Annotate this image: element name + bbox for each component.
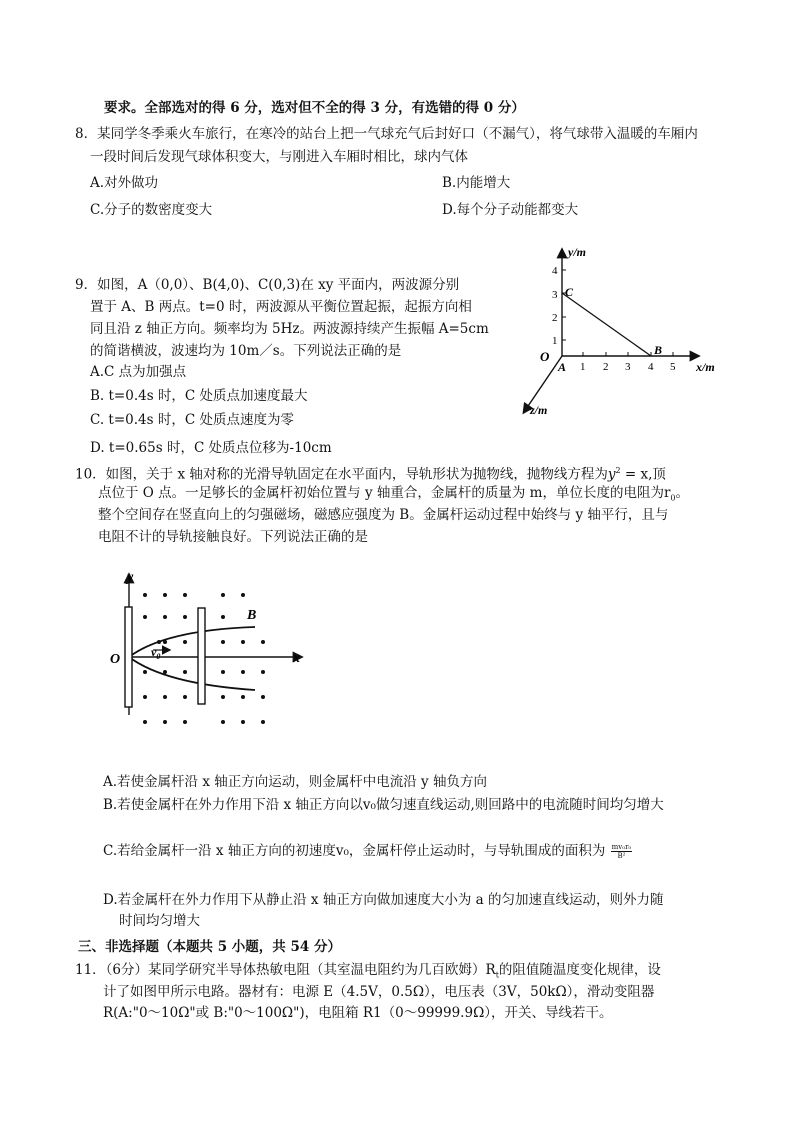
q9-stem-line4: 的简谐横波，波速均为 10m／s。下列说法正确的是 — [90, 343, 402, 359]
q9-y-tick-3: 3 — [552, 289, 558, 301]
q9-stem-line2: 置于 A、B 两点。t=0 时，两波源从平衡位置起振，起振方向相 — [90, 299, 472, 315]
q9-origin-label: O — [540, 349, 550, 364]
q9-y-axis-label: y/m — [568, 245, 586, 259]
q10-upper-rail — [129, 627, 255, 657]
q9-y-tick-2: 2 — [552, 312, 558, 324]
q10-y-axis-label: y — [127, 570, 134, 585]
q9-coordinate-figure — [510, 240, 730, 420]
q9-x-tick-3: 3 — [625, 361, 631, 373]
q10-rod-initial — [125, 607, 132, 707]
q10-x-axis-label: x — [293, 651, 300, 666]
q9-y-tick-4: 4 — [552, 265, 558, 277]
q8-stem-line1: 8．某同学冬季乘火车旅行，在寒冷的站台上把一气球充气后封好口（不漏气），将气球带入温暖的车厢内 — [75, 126, 698, 142]
q10-option-d-line2[interactable]: 时间均匀增大 — [119, 913, 200, 929]
q8-option-b[interactable]: B.内能增大 — [442, 175, 511, 191]
q8-option-c[interactable]: C.分子的数密度变大 — [90, 202, 213, 218]
q10-option-b[interactable]: B.若使金属杆在外力作用下沿 x 轴正方向以v₀做匀速直线运动,则回路中的电流随时间均匀增大 — [103, 797, 664, 813]
q11-stem-line2: 计了如图甲所示电路。器材有：电源 E（4.5V，0.5Ω），电压表（3V，50kΩ），滑动变阻器 — [103, 984, 655, 1000]
q10-origin-label: O — [110, 652, 121, 667]
q9-x-tick-2: 2 — [603, 361, 609, 373]
q11-stem-line1: 11．（6分）某同学研究半导体热敏电阻（其室温电阻约为几百欧姆）$R_t$的阻值随温度变化规律，设 — [75, 962, 661, 980]
q10-option-c[interactable]: C.若给金属杆一沿 x 轴正方向的初速度v₀，金属杆停止运动时，与导轨围成的面积为 $\frac{\text{mv₀r₀}}{\text{B²}}$ — [103, 843, 632, 860]
q9-point-b-label: B — [654, 343, 663, 357]
q9-y-tick-1: 1 — [552, 335, 558, 347]
q8-option-a[interactable]: A.对外做功 — [90, 175, 159, 191]
q10-rail-figure — [105, 565, 315, 735]
q9-x-tick-5: 5 — [670, 361, 676, 373]
q8-option-d[interactable]: D.每个分子动能都变大 — [442, 202, 579, 218]
q10-option-c-fraction: $\frac{\text{mv₀r₀}}{\text{B²}}$ — [611, 843, 632, 860]
q10-stem-line4: 电阻不计的导轨接触良好。下列说法正确的是 — [98, 529, 368, 545]
q9-point-c-label: C — [565, 285, 574, 299]
q9-x-tick-4: 4 — [648, 361, 654, 373]
q8-stem-line2: 一段时间后发现气球体积变大，与刚进入车厢时相比，球内气体 — [90, 149, 468, 165]
section-requirement-note: 要求。全部选对的得 6 分，选对但不全的得 3 分，有选错的得 0 分） — [104, 100, 525, 116]
q9-z-axis-label: z/m — [530, 403, 548, 417]
section-3-heading: 三、非选择题（本题共 5 小题，共 54 分） — [78, 939, 341, 955]
q10-stem-line3: 整个空间存在竖直向上的匀强磁场，磁感应强度为 B。金属杆运动过程中始终与 y 轴平行，且与 — [98, 507, 669, 523]
q9-segment-cb — [562, 293, 651, 356]
q9-x-axis-label: x/m — [696, 360, 715, 374]
q10-velocity-label: $v_0$ — [151, 645, 161, 661]
q10-stem-line1: 10．如图，关于 x 轴对称的光滑导轨固定在水平面内，导轨形状为抛物线，抛物线方程为$y^2 = x$,顶 — [75, 466, 666, 483]
q10-field-b-label: B — [247, 608, 257, 623]
q10-rod-moving — [198, 608, 205, 704]
q11-stem-line3: R(A:"0～10Ω"或 B:"0～100Ω")，电阻箱 R1（0～99999.9Ω），开关、导线若干。 — [103, 1005, 613, 1021]
q9-option-b[interactable]: B. t=0.4s 时，C 处质点加速度最大 — [90, 388, 308, 404]
q10-lower-rail — [129, 657, 255, 690]
q10-stem-line2: 点位于 O 点。一足够长的金属杆初始位置与 y 轴重合，金属杆的质量为 m，单位长度的电阻为$r_0$。 — [98, 485, 690, 503]
q10-option-d-line1[interactable]: D.若金属杆在外力作用下从静止沿 x 轴正方向做加速度大小为 a 的匀加速直线运动，则外力随 — [103, 892, 664, 908]
q9-stem-line1: 9．如图，A（0,0）、B(4,0)、C(0,3)在 xy 平面内，两波源分别 — [75, 277, 460, 293]
q10-option-a[interactable]: A.若使金属杆沿 x 轴正方向运动，则金属杆中电流沿 y 轴负方向 — [103, 774, 487, 790]
q9-option-a[interactable]: A.C 点为加强点 — [90, 364, 187, 380]
q9-option-c[interactable]: C. t=0.4s 时，C 处质点速度为零 — [90, 412, 294, 428]
q9-x-tick-1: 1 — [580, 361, 586, 373]
q9-option-d[interactable]: D. t=0.65s 时，C 处质点位移为-10cm — [90, 440, 332, 456]
q9-stem-line3: 同且沿 z 轴正方向。频率均为 5Hz。两波源持续产生振幅 A=5cm — [90, 321, 489, 337]
q9-point-a-label: A — [558, 360, 567, 374]
